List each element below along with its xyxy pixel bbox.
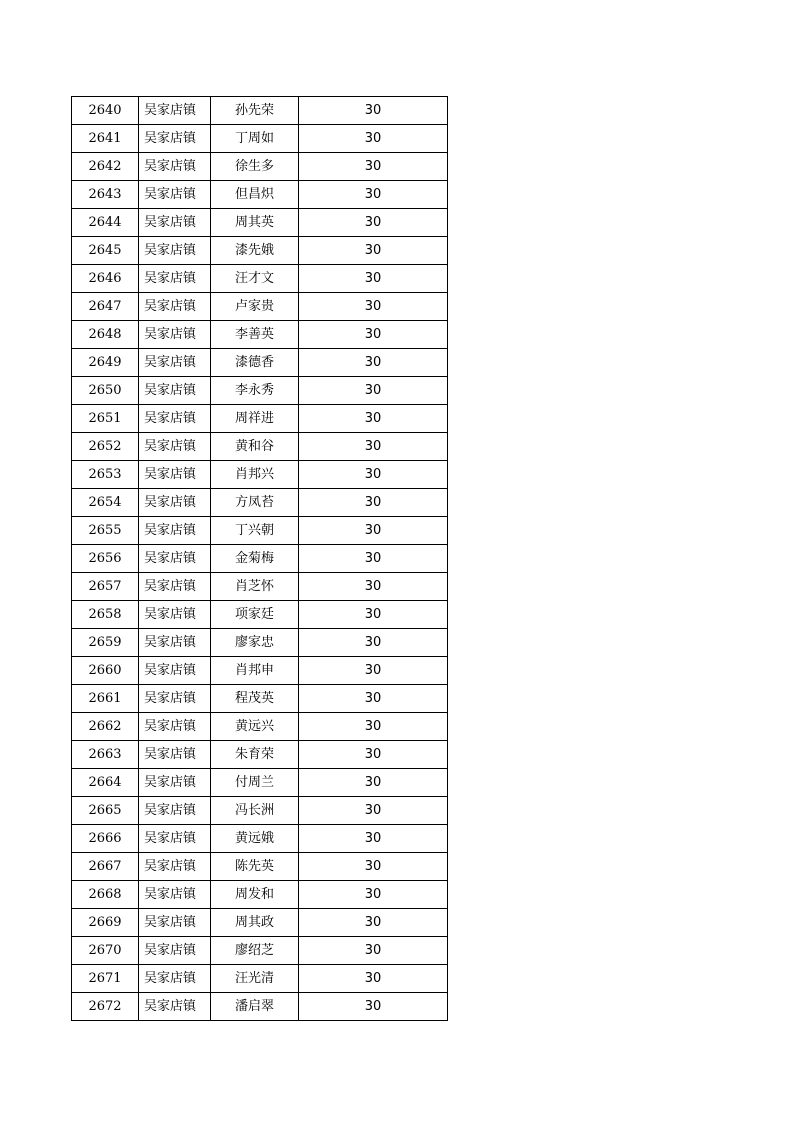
amount-cell: 30 — [299, 405, 448, 433]
person-name-cell: 程茂英 — [211, 685, 299, 713]
table-row — [72, 741, 448, 769]
town-cell: 吴家店镇 — [139, 769, 211, 797]
town-cell: 吴家店镇 — [139, 853, 211, 881]
row-number-cell: 2654 — [72, 489, 139, 517]
town-cell: 吴家店镇 — [139, 657, 211, 685]
row-number-cell: 2641 — [72, 125, 139, 153]
town-cell: 吴家店镇 — [139, 937, 211, 965]
amount-cell: 30 — [299, 713, 448, 741]
person-name-cell: 卢家贵 — [211, 293, 299, 321]
town-cell: 吴家店镇 — [139, 573, 211, 601]
town-cell: 吴家店镇 — [139, 713, 211, 741]
town-cell: 吴家店镇 — [139, 909, 211, 937]
table-row — [72, 629, 448, 657]
amount-cell: 30 — [299, 153, 448, 181]
row-number-cell: 2652 — [72, 433, 139, 461]
table-row — [72, 993, 448, 1021]
amount-cell: 30 — [299, 209, 448, 237]
amount-cell: 30 — [299, 629, 448, 657]
amount-cell: 30 — [299, 573, 448, 601]
person-name-cell: 肖邦申 — [211, 657, 299, 685]
person-name-cell: 周其政 — [211, 909, 299, 937]
town-cell: 吴家店镇 — [139, 125, 211, 153]
table-row — [72, 601, 448, 629]
town-cell: 吴家店镇 — [139, 965, 211, 993]
person-name-cell: 金菊梅 — [211, 545, 299, 573]
amount-cell: 30 — [299, 265, 448, 293]
row-number-cell: 2646 — [72, 265, 139, 293]
amount-cell: 30 — [299, 97, 448, 125]
row-number-cell: 2660 — [72, 657, 139, 685]
person-name-cell: 肖芝怀 — [211, 573, 299, 601]
row-number-cell: 2648 — [72, 321, 139, 349]
amount-cell: 30 — [299, 937, 448, 965]
person-name-cell: 徐生多 — [211, 153, 299, 181]
person-name-cell: 方凤苔 — [211, 489, 299, 517]
person-name-cell: 付周兰 — [211, 769, 299, 797]
person-name-cell: 项家廷 — [211, 601, 299, 629]
town-cell: 吴家店镇 — [139, 433, 211, 461]
row-number-cell: 2668 — [72, 881, 139, 909]
town-cell: 吴家店镇 — [139, 825, 211, 853]
amount-cell: 30 — [299, 769, 448, 797]
person-name-cell: 黄远兴 — [211, 713, 299, 741]
row-number-cell: 2672 — [72, 993, 139, 1021]
person-name-cell: 廖家忠 — [211, 629, 299, 657]
person-name-cell: 但昌炽 — [211, 181, 299, 209]
amount-cell: 30 — [299, 293, 448, 321]
town-cell: 吴家店镇 — [139, 265, 211, 293]
row-number-cell: 2665 — [72, 797, 139, 825]
town-cell: 吴家店镇 — [139, 349, 211, 377]
row-number-cell: 2644 — [72, 209, 139, 237]
amount-cell: 30 — [299, 489, 448, 517]
table-row — [72, 769, 448, 797]
town-cell: 吴家店镇 — [139, 601, 211, 629]
row-number-cell: 2651 — [72, 405, 139, 433]
town-cell: 吴家店镇 — [139, 237, 211, 265]
table-row — [72, 377, 448, 405]
amount-cell: 30 — [299, 545, 448, 573]
row-number-cell: 2661 — [72, 685, 139, 713]
town-cell: 吴家店镇 — [139, 209, 211, 237]
row-number-cell: 2663 — [72, 741, 139, 769]
row-number-cell: 2671 — [72, 965, 139, 993]
table-row — [72, 265, 448, 293]
table-row — [72, 153, 448, 181]
town-cell: 吴家店镇 — [139, 993, 211, 1021]
row-number-cell: 2667 — [72, 853, 139, 881]
person-name-cell: 黄和谷 — [211, 433, 299, 461]
town-cell: 吴家店镇 — [139, 517, 211, 545]
amount-cell: 30 — [299, 825, 448, 853]
row-number-cell: 2666 — [72, 825, 139, 853]
row-number-cell: 2662 — [72, 713, 139, 741]
town-cell: 吴家店镇 — [139, 181, 211, 209]
person-name-cell: 汪才文 — [211, 265, 299, 293]
table-row — [72, 545, 448, 573]
town-cell: 吴家店镇 — [139, 97, 211, 125]
amount-cell: 30 — [299, 181, 448, 209]
person-name-cell: 黄远娥 — [211, 825, 299, 853]
table-row — [72, 797, 448, 825]
row-number-cell: 2655 — [72, 517, 139, 545]
row-number-cell: 2643 — [72, 181, 139, 209]
amount-cell: 30 — [299, 993, 448, 1021]
table-row — [72, 909, 448, 937]
table-row — [72, 181, 448, 209]
table-row — [72, 433, 448, 461]
town-cell: 吴家店镇 — [139, 377, 211, 405]
person-name-cell: 汪光清 — [211, 965, 299, 993]
amount-cell: 30 — [299, 517, 448, 545]
table-row — [72, 97, 448, 125]
table-row — [72, 489, 448, 517]
amount-cell: 30 — [299, 909, 448, 937]
table-row — [72, 881, 448, 909]
person-name-cell: 潘启翠 — [211, 993, 299, 1021]
row-number-cell: 2664 — [72, 769, 139, 797]
amount-cell: 30 — [299, 853, 448, 881]
person-name-cell: 冯长洲 — [211, 797, 299, 825]
person-name-cell: 周发和 — [211, 881, 299, 909]
row-number-cell: 2649 — [72, 349, 139, 377]
person-name-cell: 丁周如 — [211, 125, 299, 153]
table-row — [72, 349, 448, 377]
town-cell: 吴家店镇 — [139, 153, 211, 181]
amount-cell: 30 — [299, 685, 448, 713]
person-name-cell: 漆德香 — [211, 349, 299, 377]
table-row — [72, 853, 448, 881]
row-number-cell: 2669 — [72, 909, 139, 937]
table-row — [72, 965, 448, 993]
amount-cell: 30 — [299, 321, 448, 349]
table-body — [72, 97, 448, 1021]
town-cell: 吴家店镇 — [139, 545, 211, 573]
row-number-cell: 2640 — [72, 97, 139, 125]
table-row — [72, 657, 448, 685]
table-row — [72, 293, 448, 321]
person-name-cell: 孙先荣 — [211, 97, 299, 125]
amount-cell: 30 — [299, 601, 448, 629]
person-name-cell: 廖绍芝 — [211, 937, 299, 965]
town-cell: 吴家店镇 — [139, 685, 211, 713]
person-name-cell: 李永秀 — [211, 377, 299, 405]
amount-cell: 30 — [299, 433, 448, 461]
amount-cell: 30 — [299, 377, 448, 405]
table-row — [72, 209, 448, 237]
town-cell: 吴家店镇 — [139, 405, 211, 433]
person-name-cell: 陈先英 — [211, 853, 299, 881]
town-cell: 吴家店镇 — [139, 797, 211, 825]
row-number-cell: 2670 — [72, 937, 139, 965]
person-name-cell: 肖邦兴 — [211, 461, 299, 489]
table-row — [72, 713, 448, 741]
amount-cell: 30 — [299, 237, 448, 265]
row-number-cell: 2653 — [72, 461, 139, 489]
person-name-cell: 周祥进 — [211, 405, 299, 433]
person-name-cell: 丁兴朝 — [211, 517, 299, 545]
row-number-cell: 2645 — [72, 237, 139, 265]
person-name-cell: 朱育荣 — [211, 741, 299, 769]
amount-cell: 30 — [299, 881, 448, 909]
row-number-cell: 2659 — [72, 629, 139, 657]
table-row — [72, 405, 448, 433]
table-row — [72, 685, 448, 713]
table-row — [72, 573, 448, 601]
person-name-cell: 漆先娥 — [211, 237, 299, 265]
town-cell: 吴家店镇 — [139, 293, 211, 321]
town-cell: 吴家店镇 — [139, 321, 211, 349]
town-cell: 吴家店镇 — [139, 461, 211, 489]
row-number-cell: 2658 — [72, 601, 139, 629]
table-row — [72, 825, 448, 853]
amount-cell: 30 — [299, 461, 448, 489]
town-cell: 吴家店镇 — [139, 629, 211, 657]
person-name-cell: 李善英 — [211, 321, 299, 349]
amount-cell: 30 — [299, 965, 448, 993]
table-row — [72, 517, 448, 545]
row-number-cell: 2647 — [72, 293, 139, 321]
amount-cell: 30 — [299, 125, 448, 153]
town-cell: 吴家店镇 — [139, 881, 211, 909]
row-number-cell: 2656 — [72, 545, 139, 573]
table-row — [72, 321, 448, 349]
row-number-cell: 2642 — [72, 153, 139, 181]
town-cell: 吴家店镇 — [139, 741, 211, 769]
data-table — [71, 96, 448, 1021]
amount-cell: 30 — [299, 741, 448, 769]
row-number-cell: 2657 — [72, 573, 139, 601]
row-number-cell: 2650 — [72, 377, 139, 405]
person-name-cell: 周其英 — [211, 209, 299, 237]
table-row — [72, 461, 448, 489]
amount-cell: 30 — [299, 657, 448, 685]
amount-cell: 30 — [299, 797, 448, 825]
amount-cell: 30 — [299, 349, 448, 377]
table-row — [72, 937, 448, 965]
town-cell: 吴家店镇 — [139, 489, 211, 517]
table-row — [72, 125, 448, 153]
table-row — [72, 237, 448, 265]
